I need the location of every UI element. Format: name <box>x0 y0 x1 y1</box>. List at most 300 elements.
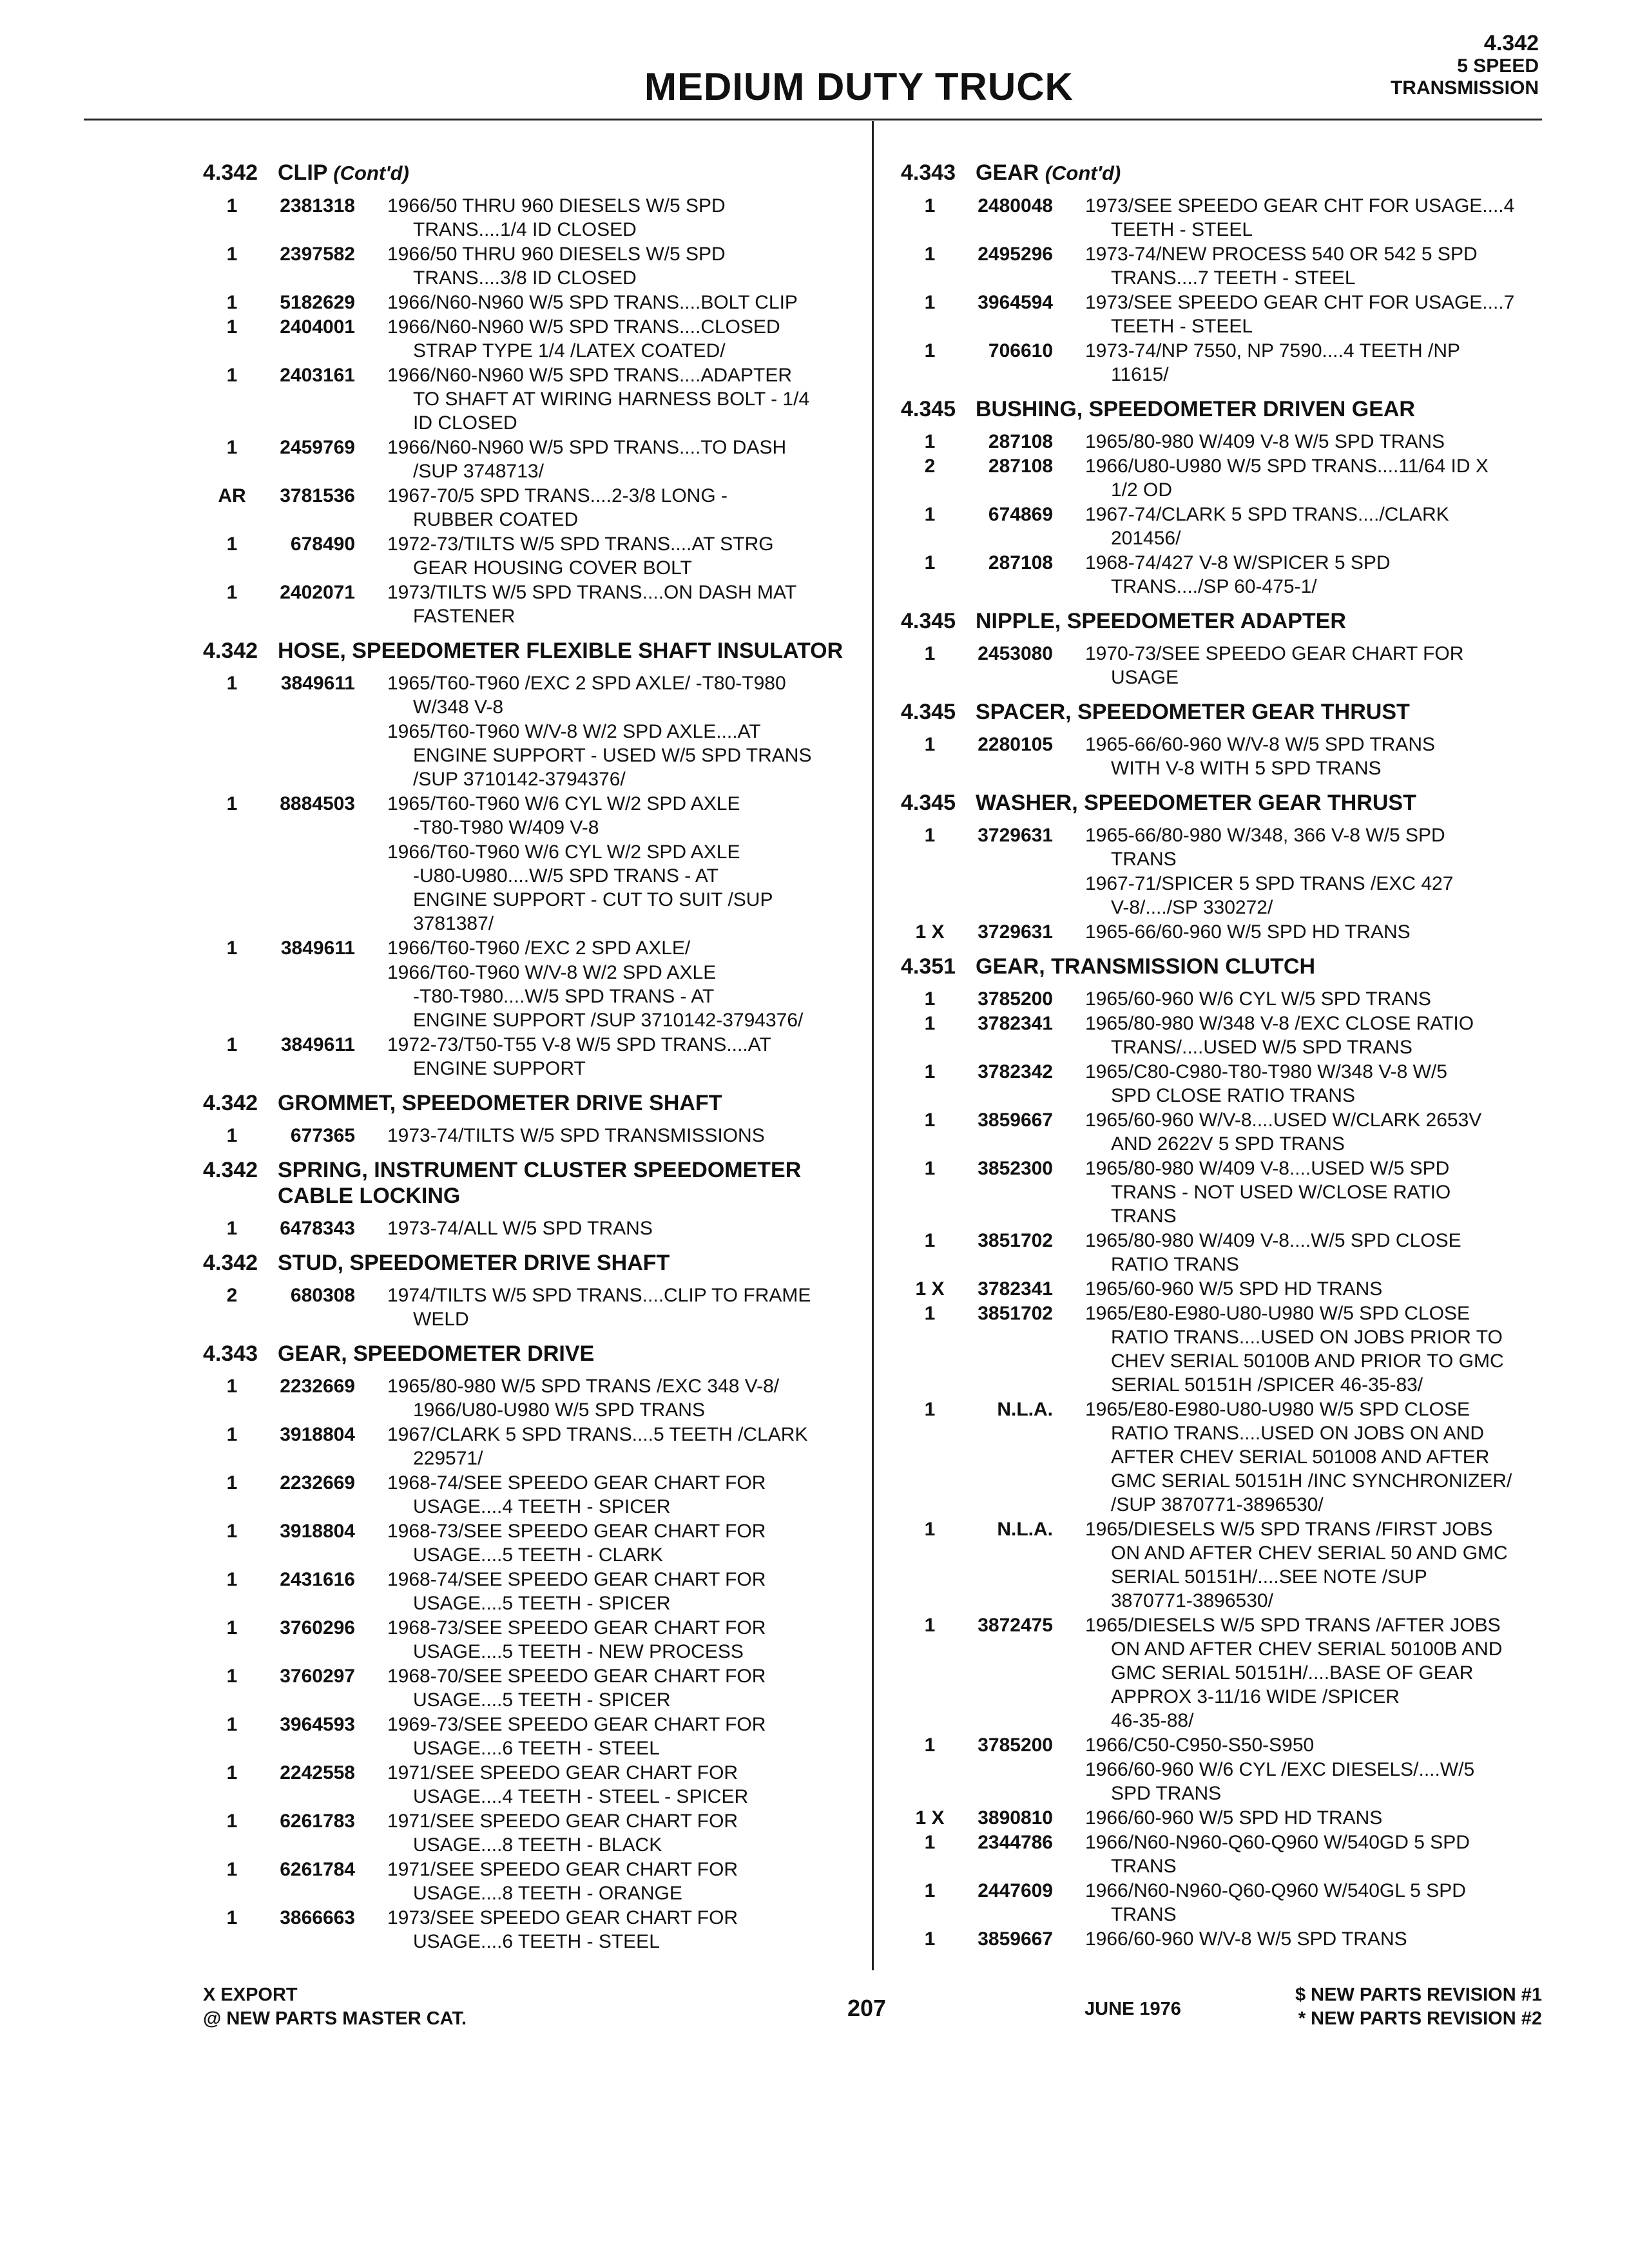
parts-list-row <box>203 1809 854 1858</box>
parts-list-row <box>203 242 854 291</box>
part-number: 3851702 <box>978 1303 1053 1324</box>
section-number: 4.342 <box>203 639 258 663</box>
part-number: 3849611 <box>280 937 355 959</box>
description-line: 1966/50 THRU 960 DIESELS W/5 SPD <box>387 244 726 265</box>
description-line: 1971/SEE SPEEDO GEAR CHART FOR <box>387 1859 738 1880</box>
quantity: 1 <box>924 1519 936 1540</box>
description-line: 1966/60-960 W/6 CYL /EXC DIESELS/....W/5 <box>1085 1759 1475 1780</box>
application-description <box>387 1809 854 1857</box>
description-line: 1966/N60-N960 W/5 SPD TRANS....ADAPTER <box>387 365 793 386</box>
description-line: W/348 V-8 <box>413 697 504 718</box>
section-title <box>203 1341 854 1367</box>
part-number: 3729631 <box>978 825 1053 846</box>
parts-list-row <box>901 1613 1552 1733</box>
part-number: 3782342 <box>978 1061 1053 1082</box>
part-number: 2431616 <box>280 1569 355 1590</box>
description-line: -U80-U980....W/5 SPD TRANS - AT <box>413 865 719 887</box>
description-line: 1965/T60-T960 W/V-8 W/2 SPD AXLE....AT <box>387 721 761 742</box>
description-line: TRANS <box>1111 849 1177 870</box>
part-number: 3851702 <box>978 1230 1053 1251</box>
part-number: 3760296 <box>280 1617 355 1639</box>
description-line: 1965/80-980 W/409 V-8....W/5 SPD CLOSE <box>1085 1230 1461 1251</box>
section-title-text: SPRING, INSTRUMENT CLUSTER SPEEDOMETER CABLE LOCKING <box>278 1158 802 1208</box>
quantity: 2 <box>924 456 936 477</box>
description-line: FASTENER <box>413 606 516 627</box>
description-line: RATIO TRANS....USED ON JOBS PRIOR TO <box>1111 1327 1503 1348</box>
quantity: AR <box>218 485 246 506</box>
description-line: V-8/..../SP 330272/ <box>1111 897 1273 918</box>
application-description <box>387 1033 854 1081</box>
section-heading <box>203 638 854 664</box>
section-title-text: STUD, SPEEDOMETER DRIVE SHAFT <box>278 1251 670 1275</box>
description-line: TRANS <box>1111 1856 1177 1877</box>
application-description <box>1085 1758 1552 1805</box>
section-title <box>203 1157 854 1209</box>
application-description <box>387 436 854 483</box>
part-number: 3785200 <box>978 1735 1053 1756</box>
parts-list-row <box>901 1927 1552 1952</box>
section-title-text: GEAR, TRANSMISSION CLUTCH <box>976 954 1315 979</box>
quantity: 1 <box>226 437 238 458</box>
parts-list-row <box>203 1761 854 1809</box>
application-description <box>387 581 854 628</box>
section-number: 4.342 <box>203 160 258 185</box>
part-number: 3918804 <box>280 1424 355 1445</box>
quantity: 2 <box>226 1285 238 1306</box>
quantity: 1 <box>226 1424 238 1445</box>
description-line: 1969-73/SEE SPEEDO GEAR CHART FOR <box>387 1714 766 1735</box>
application-description <box>387 1858 854 1905</box>
section-heading <box>203 1250 854 1276</box>
part-number: 678490 <box>290 533 355 555</box>
footer-revision-1: $ NEW PARTS REVISION #1 <box>1295 1984 1542 2005</box>
application-description <box>1085 1277 1552 1301</box>
section-number: 4.343 <box>901 160 956 185</box>
parts-list-row <box>203 936 854 961</box>
description-line: USAGE....4 TEETH - SPICER <box>413 1496 671 1517</box>
part-number: 2280105 <box>978 734 1053 755</box>
parts-list-row <box>901 1157 1552 1229</box>
part-number: 2242558 <box>280 1762 355 1783</box>
part-number: N.L.A. <box>997 1519 1053 1540</box>
quantity: 1 <box>226 937 238 959</box>
parts-list-row <box>203 581 854 629</box>
application-description <box>1085 551 1552 599</box>
parts-list-row <box>901 1277 1552 1302</box>
description-line: ENGINE SUPPORT - USED W/5 SPD TRANS <box>413 745 812 766</box>
application-description <box>387 1216 854 1240</box>
part-number: 3781536 <box>280 485 355 506</box>
application-description <box>387 484 854 532</box>
part-number: 3849611 <box>280 673 355 694</box>
application-description <box>387 1374 854 1422</box>
description-line: USAGE....5 TEETH - CLARK <box>413 1544 663 1566</box>
parts-list-row <box>901 733 1552 781</box>
description-line: 1966/T60-T960 /EXC 2 SPD AXLE/ <box>387 937 691 959</box>
parts-list-row <box>901 1108 1552 1157</box>
quantity: 1 <box>924 825 936 846</box>
part-number: 2404001 <box>280 316 355 338</box>
description-line: 1968-70/SEE SPEEDO GEAR CHART FOR <box>387 1666 766 1687</box>
description-line: WELD <box>413 1309 469 1330</box>
quantity: 1 <box>924 1158 936 1179</box>
quantity: 1 <box>924 340 936 361</box>
part-number: 2232669 <box>280 1376 355 1397</box>
description-line: 1966/60-960 W/5 SPD HD TRANS <box>1085 1807 1383 1829</box>
section-title <box>901 699 1552 725</box>
description-line: RATIO TRANS....USED ON JOBS ON AND <box>1111 1423 1484 1444</box>
parts-list-row <box>901 1012 1552 1060</box>
description-line: 11615/ <box>1111 364 1169 385</box>
description-line: 1965/C80-C980-T80-T980 W/348 V-8 W/5 <box>1085 1061 1447 1082</box>
description-line: 1966/U80-U980 W/5 SPD TRANS <box>413 1399 705 1421</box>
quantity: 1 <box>226 1617 238 1639</box>
parts-list-row <box>901 987 1552 1012</box>
part-number: 3866663 <box>280 1907 355 1928</box>
description-line: TRANS..../SP 60-475-1/ <box>1111 576 1317 597</box>
left-column <box>203 160 854 1954</box>
description-line: 1973/SEE SPEEDO GEAR CHT FOR USAGE....7 <box>1085 292 1515 313</box>
parts-list-row <box>901 920 1552 945</box>
section-subtitle-1: 5 SPEED <box>1457 55 1539 77</box>
quantity: 1 <box>924 431 936 452</box>
quantity: 1 <box>226 1218 238 1239</box>
section-heading <box>203 160 854 186</box>
part-number: 6478343 <box>280 1218 355 1239</box>
section-title <box>203 160 854 186</box>
application-description <box>387 961 854 1032</box>
application-description <box>1085 1229 1552 1276</box>
quantity: 1 <box>226 1521 238 1542</box>
description-line: 1965-66/60-960 W/V-8 W/5 SPD TRANS <box>1085 734 1436 755</box>
quantity: 1 X <box>915 921 945 943</box>
description-line: ON AND AFTER CHEV SERIAL 50100B AND <box>1111 1639 1503 1660</box>
description-line: 1973-74/ALL W/5 SPD TRANS <box>387 1218 653 1239</box>
description-line: TRANS....1/4 ID CLOSED <box>413 219 637 240</box>
page-title: MEDIUM DUTY TRUCK <box>644 65 1074 108</box>
parts-list-row <box>901 291 1552 339</box>
section-title-text: GEAR, SPEEDOMETER DRIVE <box>278 1341 595 1366</box>
footer-export-note: X EXPORT <box>203 1984 298 2005</box>
parts-list-row <box>203 720 854 792</box>
description-line: 1965/E80-E980-U80-U980 W/5 SPD CLOSE <box>1085 1399 1470 1420</box>
application-description <box>387 1713 854 1760</box>
quantity: 1 <box>226 316 238 338</box>
section-number: 4.345 <box>901 609 956 633</box>
description-line: 3870771-3896530/ <box>1111 1590 1273 1611</box>
part-number: 3849611 <box>280 1034 355 1055</box>
description-line: 1973-74/NP 7550, NP 7590....4 TEETH /NP <box>1085 340 1461 361</box>
description-line: 1965/T60-T960 /EXC 2 SPD AXLE/ -T80-T980 <box>387 673 786 694</box>
quantity: 1 <box>226 1859 238 1880</box>
description-line: 1966/T60-T960 W/V-8 W/2 SPD AXLE <box>387 962 717 983</box>
application-description <box>1085 503 1552 550</box>
part-number: 3782341 <box>978 1013 1053 1034</box>
description-line: 1972-73/T50-T55 V-8 W/5 SPD TRANS....AT <box>387 1034 771 1055</box>
quantity: 1 <box>924 1230 936 1251</box>
section-number: 4.351 <box>901 954 956 979</box>
section-number: 4.345 <box>901 397 956 421</box>
section-heading <box>203 1090 854 1116</box>
description-line: 1965/80-980 W/409 V-8....USED W/5 SPD <box>1085 1158 1450 1179</box>
part-number: 3964593 <box>280 1714 355 1735</box>
description-line: GEAR HOUSING COVER BOLT <box>413 557 692 579</box>
application-description <box>387 363 854 435</box>
description-line: WITH V-8 WITH 5 SPD TRANS <box>1111 758 1382 779</box>
application-description <box>1085 1012 1552 1059</box>
description-line: USAGE....6 TEETH - STEEL <box>413 1931 660 1952</box>
parts-list-row <box>203 671 854 720</box>
description-line: 1967-74/CLARK 5 SPD TRANS..../CLARK <box>1085 504 1449 525</box>
parts-list-row <box>901 1806 1552 1831</box>
application-description <box>1085 642 1552 689</box>
parts-list-row <box>901 872 1552 920</box>
part-number: 680308 <box>290 1285 355 1306</box>
section-title <box>901 790 1552 816</box>
section-number: 4.345 <box>901 700 956 724</box>
quantity: 1 <box>226 1811 238 1832</box>
right-column <box>901 160 1552 1952</box>
part-number: 2459769 <box>280 437 355 458</box>
parts-list-row <box>203 1616 854 1664</box>
part-number: 706610 <box>988 340 1053 361</box>
part-number: 677365 <box>290 1125 355 1146</box>
parts-list-row <box>203 840 854 936</box>
application-description <box>1085 1613 1552 1733</box>
application-description <box>387 1283 854 1331</box>
quantity: 1 <box>924 1928 936 1950</box>
part-number: 3760297 <box>280 1666 355 1687</box>
description-line: 1965-66/80-980 W/348, 366 V-8 W/5 SPD <box>1085 825 1445 846</box>
description-line: USAGE....5 TEETH - SPICER <box>413 1593 671 1614</box>
part-number: 8884503 <box>280 793 355 814</box>
quantity: 1 <box>226 244 238 265</box>
parts-list-row <box>203 436 854 484</box>
description-line: USAGE....8 TEETH - ORANGE <box>413 1883 682 1904</box>
section-title-text: WASHER, SPEEDOMETER GEAR THRUST <box>976 791 1416 815</box>
quantity: 1 <box>924 988 936 1010</box>
quantity: 1 <box>226 1569 238 1590</box>
application-description <box>387 1423 854 1470</box>
application-description <box>387 1519 854 1567</box>
description-line: 1965/60-960 W/5 SPD HD TRANS <box>1085 1278 1383 1300</box>
footer-legend-left <box>203 1983 467 2031</box>
description-line: AFTER CHEV SERIAL 501008 AND AFTER <box>1111 1446 1490 1468</box>
section-header-block <box>1391 31 1539 99</box>
parts-list-row <box>203 1423 854 1471</box>
quantity: 1 <box>924 1832 936 1853</box>
description-line: TEETH - STEEL <box>1111 316 1253 337</box>
application-description <box>387 840 854 936</box>
part-number: 2381318 <box>280 195 355 216</box>
section-heading <box>203 1341 854 1367</box>
parts-list-row <box>203 1216 854 1241</box>
description-line: TRANS....7 TEETH - STEEL <box>1111 267 1356 289</box>
description-line: TRANS/....USED W/5 SPD TRANS <box>1111 1037 1412 1058</box>
parts-list-row <box>901 642 1552 690</box>
part-number: 674869 <box>988 504 1053 525</box>
application-description <box>1085 430 1552 454</box>
description-line: SPD CLOSE RATIO TRANS <box>1111 1085 1355 1106</box>
description-line: 1968-73/SEE SPEEDO GEAR CHART FOR <box>387 1521 766 1542</box>
description-line: 1965/80-980 W/409 V-8 W/5 SPD TRANS <box>1085 431 1445 452</box>
parts-list-row <box>203 961 854 1033</box>
description-line: TRANS....3/8 ID CLOSED <box>413 267 637 289</box>
section-title-text: GROMMET, SPEEDOMETER DRIVE SHAFT <box>278 1091 722 1115</box>
description-line: 1967/CLARK 5 SPD TRANS....5 TEETH /CLARK <box>387 1424 808 1445</box>
part-number: 3918804 <box>280 1521 355 1542</box>
section-heading <box>203 1157 854 1209</box>
parts-list-row <box>901 551 1552 599</box>
application-description <box>387 1761 854 1809</box>
description-line: 1968-74/427 V-8 W/SPICER 5 SPD <box>1085 552 1391 573</box>
section-title <box>901 954 1552 979</box>
parts-list-row <box>901 1831 1552 1879</box>
parts-list-row <box>901 1302 1552 1398</box>
application-description <box>1085 920 1552 944</box>
description-line: USAGE....8 TEETH - BLACK <box>413 1834 662 1856</box>
part-number: 2344786 <box>978 1832 1053 1853</box>
description-line: 1971/SEE SPEEDO GEAR CHART FOR <box>387 1811 738 1832</box>
description-line: 1973/SEE SPEEDO GEAR CHT FOR USAGE....4 <box>1085 195 1515 216</box>
section-title-text: SPACER, SPEEDOMETER GEAR THRUST <box>976 700 1410 724</box>
quantity: 1 <box>924 1110 936 1131</box>
parts-list-row <box>203 1124 854 1148</box>
description-line: ENGINE SUPPORT - CUT TO SUIT /SUP <box>413 889 773 910</box>
continued-label: (Cont'd) <box>1045 162 1121 184</box>
quantity: 1 <box>924 734 936 755</box>
part-number: 2480048 <box>978 195 1053 216</box>
part-number: 6261784 <box>280 1859 355 1880</box>
parts-list-row <box>901 503 1552 551</box>
quantity: 1 <box>924 1399 936 1420</box>
description-line: 1971/SEE SPEEDO GEAR CHART FOR <box>387 1762 738 1783</box>
description-line: TEETH - STEEL <box>1111 219 1253 240</box>
description-line: 1965/E80-E980-U80-U980 W/5 SPD CLOSE <box>1085 1303 1470 1324</box>
application-description <box>1085 823 1552 871</box>
description-line: 1966/60-960 W/V-8 W/5 SPD TRANS <box>1085 1928 1407 1950</box>
part-number: 287108 <box>988 431 1053 452</box>
description-line: 1970-73/SEE SPEEDO GEAR CHART FOR <box>1085 643 1464 664</box>
description-line: TRANS - NOT USED W/CLOSE RATIO <box>1111 1182 1451 1203</box>
application-description <box>387 1616 854 1664</box>
header-divider <box>84 119 1542 120</box>
part-number: 2232669 <box>280 1472 355 1494</box>
footer-master-cat-note: @ NEW PARTS MASTER CAT. <box>203 2008 467 2029</box>
description-line: 46-35-88/ <box>1111 1710 1194 1731</box>
description-line: 3781387/ <box>413 913 494 934</box>
description-line: USAGE....5 TEETH - NEW PROCESS <box>413 1641 744 1662</box>
description-line: 1967-71/SPICER 5 SPD TRANS /EXC 427 <box>1085 873 1454 894</box>
application-description <box>1085 339 1552 387</box>
description-line: USAGE <box>1111 667 1179 688</box>
description-line: USAGE....5 TEETH - SPICER <box>413 1689 671 1711</box>
application-description <box>387 1906 854 1954</box>
description-line: ID CLOSED <box>413 412 517 434</box>
parts-list-row <box>901 1517 1552 1613</box>
section-number: 4.342 <box>203 1251 258 1275</box>
description-line: 1972-73/TILTS W/5 SPD TRANS....AT STRG <box>387 533 774 555</box>
footer-revision-2: * NEW PARTS REVISION #2 <box>1298 2008 1542 2029</box>
description-line: 1966/T60-T960 W/6 CYL W/2 SPD AXLE <box>387 841 740 863</box>
section-number: 4.343 <box>203 1341 258 1366</box>
parts-list-row <box>901 1398 1552 1517</box>
description-line: ENGINE SUPPORT <box>413 1058 586 1079</box>
description-line: 1973/TILTS W/5 SPD TRANS....ON DASH MAT <box>387 582 797 603</box>
description-line: 1966/N60-N960 W/5 SPD TRANS....BOLT CLIP <box>387 292 798 313</box>
application-description <box>387 936 854 960</box>
parts-list-row <box>203 1374 854 1423</box>
description-line: 1966/50 THRU 960 DIESELS W/5 SPD <box>387 195 726 216</box>
application-description <box>387 315 854 363</box>
section-heading <box>901 396 1552 422</box>
parts-list-row <box>203 1858 854 1906</box>
application-description <box>387 242 854 290</box>
description-line: 1973/SEE SPEEDO GEAR CHART FOR <box>387 1907 738 1928</box>
application-description <box>1085 1927 1552 1951</box>
description-line: 1965/DIESELS W/5 SPD TRANS /AFTER JOBS <box>1085 1615 1501 1636</box>
description-line: RUBBER COATED <box>413 509 579 530</box>
description-line: TO SHAFT AT WIRING HARNESS BOLT - 1/4 <box>413 389 810 410</box>
parts-list-row <box>203 1713 854 1761</box>
section-number: 4.345 <box>901 791 956 815</box>
application-description <box>1085 987 1552 1011</box>
part-number: 6261783 <box>280 1811 355 1832</box>
quantity: 1 <box>924 1303 936 1324</box>
parts-list-row <box>203 315 854 363</box>
description-line: 1966/C50-C950-S50-S950 <box>1085 1735 1315 1756</box>
description-line: 1966/N60-N960 W/5 SPD TRANS....CLOSED <box>387 316 780 338</box>
description-line: /SUP 3748713/ <box>413 461 544 482</box>
section-heading <box>901 608 1552 634</box>
part-number: 2402071 <box>280 582 355 603</box>
description-line: 1965/T60-T960 W/6 CYL W/2 SPD AXLE <box>387 793 740 814</box>
application-description <box>1085 1157 1552 1228</box>
description-line: 1973-74/TILTS W/5 SPD TRANSMISSIONS <box>387 1125 765 1146</box>
parts-list-row <box>901 430 1552 454</box>
application-description <box>1085 291 1552 338</box>
parts-list-row <box>901 1060 1552 1108</box>
parts-list-row <box>901 339 1552 387</box>
parts-list-row <box>203 792 854 840</box>
description-line: /SUP 3870771-3896530/ <box>1111 1494 1324 1515</box>
parts-list-row <box>203 1906 854 1954</box>
description-line: 1966/N60-N960-Q60-Q960 W/540GL 5 SPD <box>1085 1880 1466 1901</box>
quantity: 1 <box>226 195 238 216</box>
parts-list-row <box>203 1519 854 1568</box>
application-description <box>1085 454 1552 502</box>
description-line: 1965/80-980 W/348 V-8 /EXC CLOSE RATIO <box>1085 1013 1474 1034</box>
part-number: 3859667 <box>978 1110 1053 1131</box>
quantity: 1 <box>226 1907 238 1928</box>
application-description <box>387 1664 854 1712</box>
application-description <box>1085 194 1552 242</box>
description-line: TRANS <box>1111 1904 1177 1925</box>
part-number: 5182629 <box>280 292 355 313</box>
description-line: SERIAL 50151H /SPICER 46-35-83/ <box>1111 1374 1423 1396</box>
description-line: SERIAL 50151H/....SEE NOTE /SUP <box>1111 1566 1427 1588</box>
section-title <box>203 1250 854 1276</box>
application-description <box>387 1471 854 1519</box>
quantity: 1 <box>924 1061 936 1082</box>
section-heading <box>901 790 1552 816</box>
description-line: USAGE....6 TEETH - STEEL <box>413 1738 660 1759</box>
parts-list-row <box>203 1471 854 1519</box>
parts-list-row <box>203 1568 854 1616</box>
section-title <box>901 160 1552 186</box>
description-line: RATIO TRANS <box>1111 1254 1239 1275</box>
quantity: 1 <box>924 643 936 664</box>
